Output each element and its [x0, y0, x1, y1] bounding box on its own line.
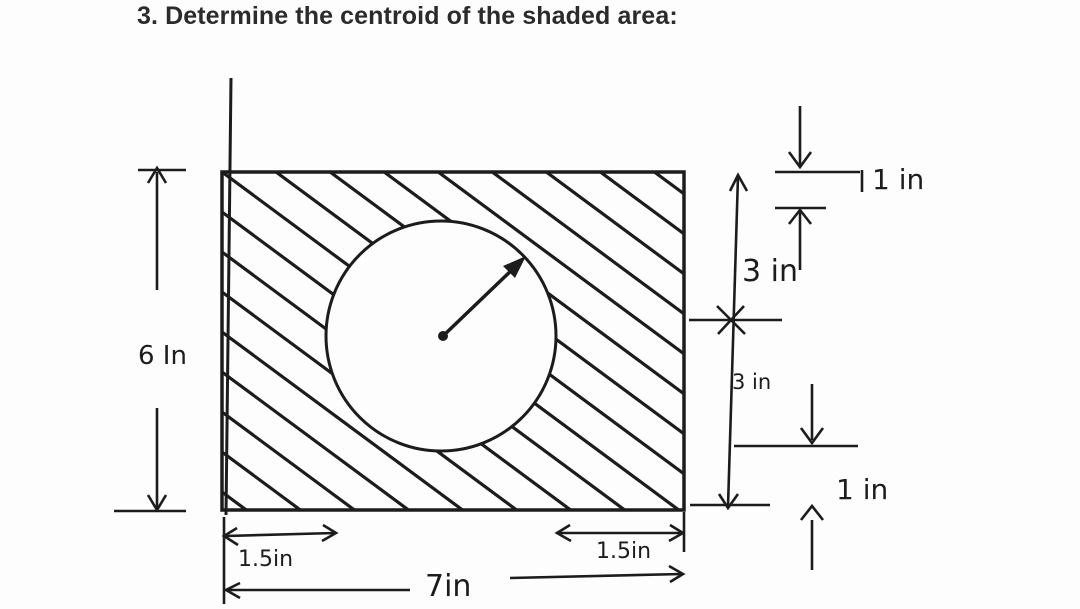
- lower-segment-label: 3 in: [732, 370, 772, 394]
- hole-left-offset-label: 1.5in: [238, 547, 294, 572]
- problem-title: 3. Determine the centroid of the shaded area:: [137, 2, 678, 30]
- top-offset-dimension: [775, 106, 862, 270]
- hole-right-offset-label: 1.5in: [596, 539, 652, 564]
- right-vertical-dimension: [689, 175, 782, 508]
- top-offset-label: 1 in: [872, 163, 925, 196]
- upper-segment-label: 3 in: [742, 254, 798, 289]
- hatch-line: [222, 0, 684, 194]
- hatch-line: [222, 0, 684, 154]
- bottom-offset-label: 1 in: [836, 473, 889, 506]
- total-width-label: 7in: [425, 569, 472, 604]
- left-height-dimension: [114, 168, 186, 511]
- hatch-line: [222, 0, 684, 234]
- left-height-label: 6 In: [138, 341, 187, 371]
